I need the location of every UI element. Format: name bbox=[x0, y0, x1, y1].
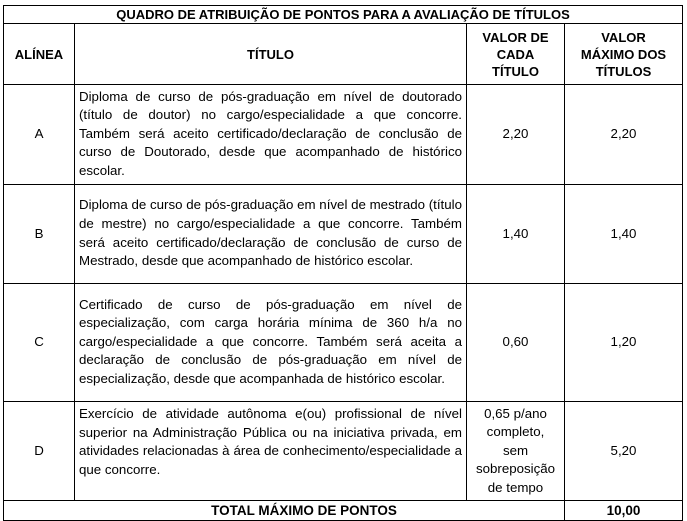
table-row bbox=[4, 402, 683, 501]
row-valor-max: 1,40 bbox=[565, 185, 683, 284]
total-value: 10,00 bbox=[565, 501, 683, 521]
header-valor-max: VALOR MÁXIMO DOS TÍTULOS bbox=[565, 24, 683, 85]
row-valor-max: 1,20 bbox=[565, 284, 683, 402]
row-titulo: Exercício de atividade autônoma e(ou) profissional de nível superior na Administração Pública ou na iniciativa privada, em atividades relacionadas à área de conhecimento/especialidade a que concorre. bbox=[75, 402, 467, 501]
header-valor-cada: VALOR DE CADA TÍTULO bbox=[467, 24, 565, 85]
header-titulo: TÍTULO bbox=[75, 24, 467, 85]
table-row bbox=[4, 185, 683, 284]
row-titulo: Diploma de curso de pós-graduação em nível de mestrado (título de mestre) no cargo/especialidade a que concorre. Também será aceito certificado/declaração de conclusão de curso de Mestrado, desde que acompanhado de histórico escolar. bbox=[75, 185, 467, 284]
row-alinea: B bbox=[4, 185, 75, 284]
row-valor-cada: 0,65 p/ano completo, sem sobreposição de tempo bbox=[467, 402, 565, 501]
header-alinea: ALÍNEA bbox=[4, 24, 75, 85]
row-valor-cada: 2,20 bbox=[467, 85, 565, 185]
titles-points-table bbox=[3, 5, 683, 521]
header-row bbox=[4, 24, 683, 85]
row-valor-max: 2,20 bbox=[565, 85, 683, 185]
table-title-row bbox=[4, 6, 683, 24]
total-row bbox=[4, 501, 683, 521]
row-titulo: Diploma de curso de pós-graduação em nível de doutorado (título de doutor) no cargo/especialidade a que concorre. Também será aceito certificado/declaração de conclusão de curso de Doutorado, desde que acompanhado de histórico escolar. bbox=[75, 85, 467, 185]
row-titulo: Certificado de curso de pós-graduação em nível de especialização, com carga horária mínima de 360 h/a no cargo/especialidade a que concorre. Também será aceita a declaração de conclusão de pós-graduação em nível de especialização, desde que acompanhada de histórico escolar. bbox=[75, 284, 467, 402]
table-row bbox=[4, 284, 683, 402]
total-label: TOTAL MÁXIMO DE PONTOS bbox=[4, 501, 565, 521]
row-alinea: A bbox=[4, 85, 75, 185]
row-valor-cada: 0,60 bbox=[467, 284, 565, 402]
table-title: QUADRO DE ATRIBUIÇÃO DE PONTOS PARA A AVALIAÇÃO DE TÍTULOS bbox=[4, 6, 683, 24]
table-row bbox=[4, 85, 683, 185]
row-valor-cada: 1,40 bbox=[467, 185, 565, 284]
row-alinea: C bbox=[4, 284, 75, 402]
row-valor-max: 5,20 bbox=[565, 402, 683, 501]
row-alinea: D bbox=[4, 402, 75, 501]
